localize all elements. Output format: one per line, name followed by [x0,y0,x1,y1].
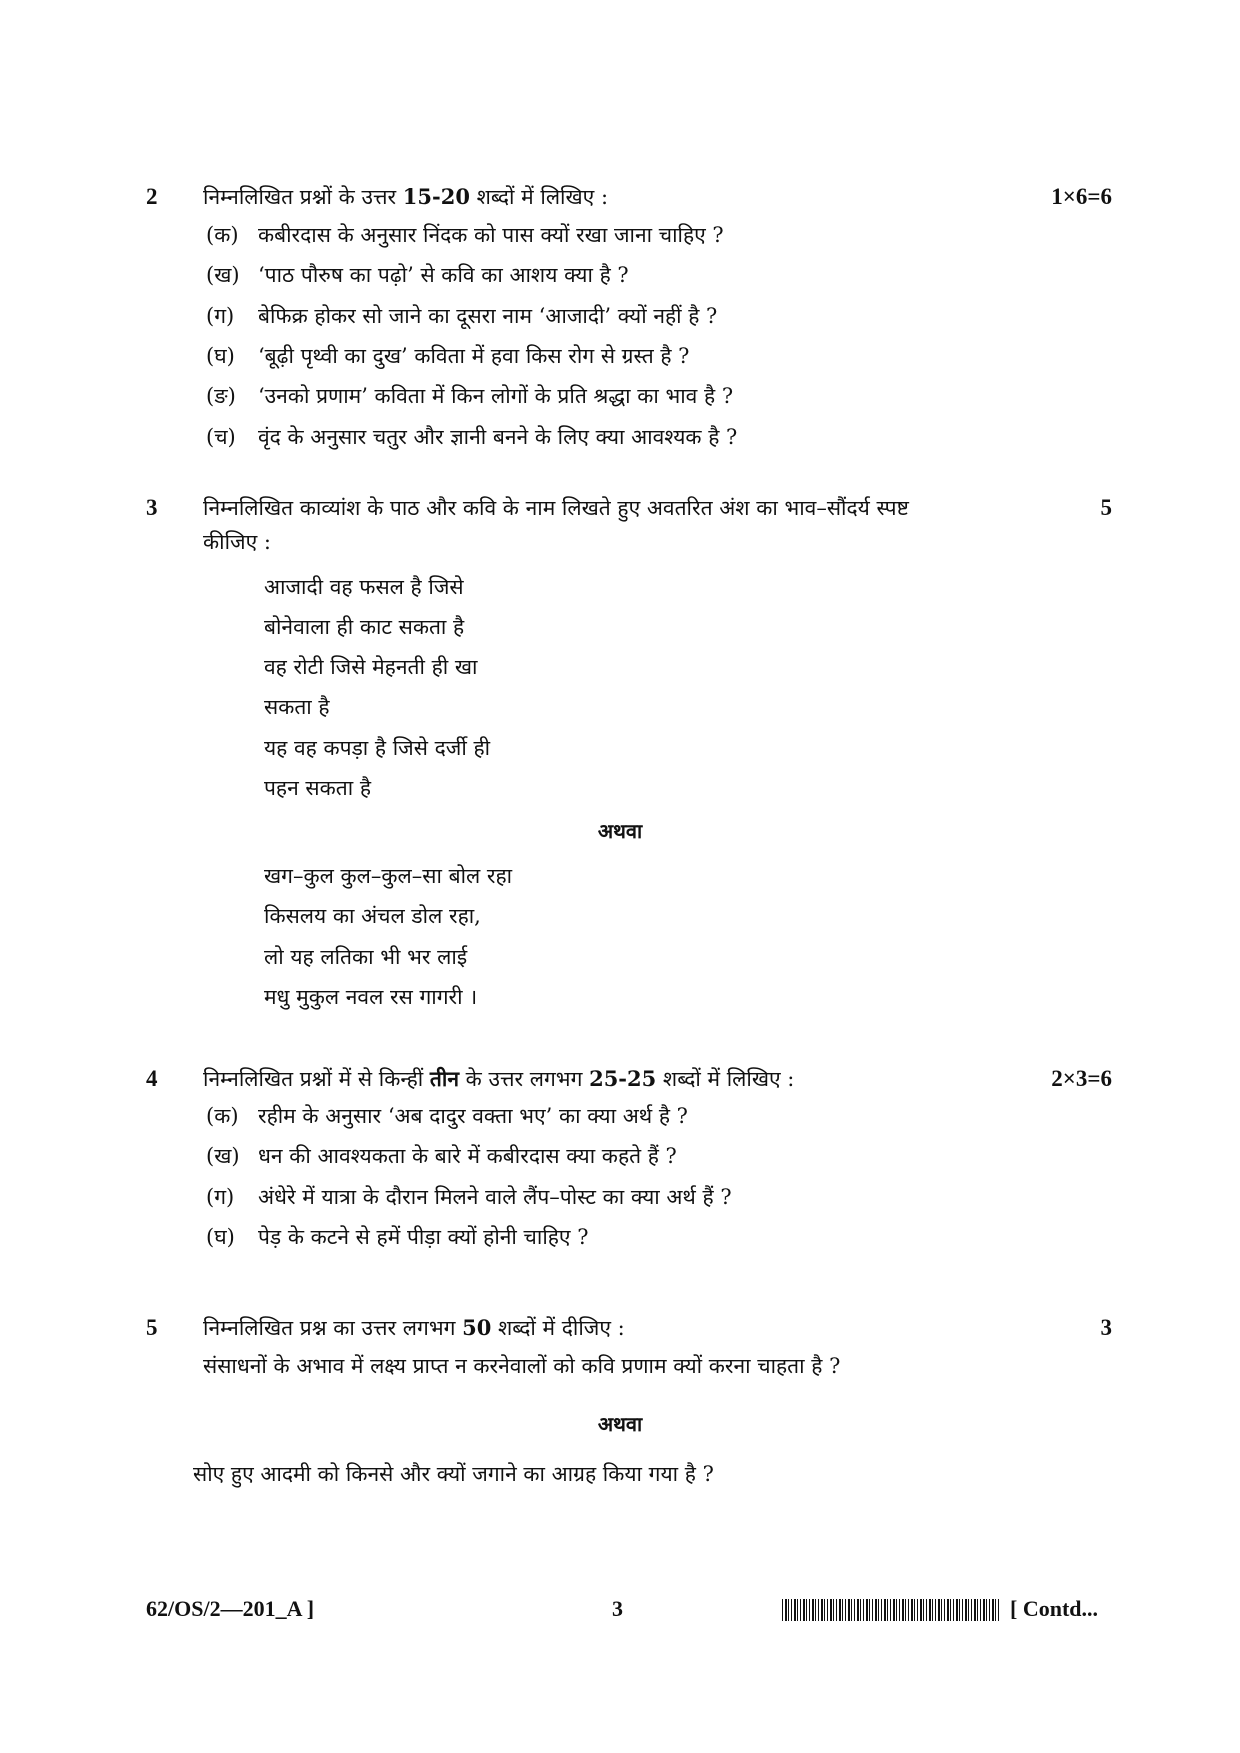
paper-code: 62/OS/2—201_A ] [146,1596,315,1621]
item-label: (घ) [206,344,235,368]
item-text: धन की आवश्यकता के बारे में कबीरदास क्या कहते हैं ? [258,1144,677,1168]
verse-line: वह रोटी जिसे मेहनती ही खा [264,655,478,679]
verse-line: लो यह लतिका भी भर लाई [264,945,468,969]
marks: 1×6=6 [1051,184,1112,209]
continued-label: [ Contd... [1010,1596,1099,1621]
marks: 5 [1100,495,1112,520]
instruction-text: के उत्तर लगभग [458,1067,590,1091]
question-number: 5 [146,1315,158,1340]
item-label: (च) [206,425,236,449]
item-text: वृंद के अनुसार चतुर और ज्ञानी बनने के लिए क्या आवश्यक है ? [258,425,738,449]
instruction-text: शब्दों में दीजिए : [491,1316,625,1340]
barcode-icon [782,1599,1000,1621]
item-text: बेफिक्र होकर सो जाने का दूसरा नाम ‘आजादी’ क्यों नहीं है ? [258,304,718,328]
item-text: ‘पाठ पौरुष का पढ़ो’ से कवि का आशय क्या है ? [258,263,629,287]
list-item [206,296,717,336]
verse-line: किसलय का अंचल डोल रहा, [264,904,481,928]
item-text: ‘बूढ़ी पृथ्वी का दुख’ कविता में हवा किस रोग से ग्रस्त है ? [258,344,690,368]
list-item [206,1217,588,1257]
choice-count: तीन [429,1066,459,1091]
or-divider: अथवा [597,1412,643,1436]
question-number: 4 [146,1066,158,1091]
word-count: 50 [462,1315,492,1340]
question-number: 2 [146,184,158,209]
item-label: (ङ) [206,384,236,408]
question-number: 3 [146,495,158,520]
word-count: 25-25 [589,1066,657,1091]
list-item [206,417,737,457]
instruction-text: शब्दों में लिखिए : [656,1067,795,1091]
list-item [206,215,724,255]
marks: 3 [1100,1315,1112,1340]
marks: 2×3=6 [1051,1066,1112,1091]
verse-line: पहन सकता है [264,776,371,800]
list-item [206,1177,732,1217]
item-label: (घ) [206,1225,235,1249]
page-number: 3 [612,1596,623,1621]
question-instruction-continued: कीजिए : [203,530,271,554]
item-label: (ग) [206,304,235,328]
item-text: अंधेरे में यात्रा के दौरान मिलने वाले लैंप–पोस्ट का क्या अर्थ हैं ? [258,1185,732,1209]
list-item [206,336,689,376]
list-item [206,255,629,295]
list-item [206,376,733,416]
verse-line: मधु मुकुल नवल रस गागरी । [264,985,478,1009]
instruction-text: निम्नलिखित प्रश्नों में से किन्हीं [203,1067,430,1091]
item-label: (क) [206,223,239,247]
list-item [206,1136,677,1176]
question-text: संसाधनों के अभाव में लक्ष्य प्राप्त न करनेवालों को कवि प्रणाम क्यों करना चाहता है ? [203,1354,841,1378]
question-instruction: निम्नलिखित काव्यांश के पाठ और कवि के नाम लिखते हुए अवतरित अंश का भाव–सौंदर्य स्पष्ट [203,496,909,520]
alternate-question-text: सोए हुए आदमी को किनसे और क्यों जगाने का आग्रह किया गया है ? [193,1462,714,1486]
verse-line: सकता है [264,695,330,719]
word-count: 15-20 [402,184,470,209]
item-label: (ग) [206,1185,235,1209]
item-label: (क) [206,1104,239,1128]
question-instruction [203,180,608,214]
item-text: ‘उनको प्रणाम’ कविता में किन लोगों के प्रति श्रद्धा का भाव है ? [258,384,734,408]
verse-line: बोनेवाला ही काट सकता है [264,615,465,639]
verse-line: यह वह कपड़ा है जिसे दर्जी ही [264,736,491,760]
question-instruction [203,1062,794,1096]
item-label: (ख) [206,263,240,287]
verse-line: आजादी वह फसल है जिसे [264,575,464,599]
instruction-text: निम्नलिखित प्रश्न का उत्तर लगभग [203,1316,463,1340]
question-instruction [203,1311,625,1345]
or-divider: अथवा [597,819,643,843]
item-label: (ख) [206,1144,240,1168]
item-text: रहीम के अनुसार ‘अब दादुर वक्ता भए’ का क्या अर्थ है ? [258,1104,688,1128]
page-footer [0,1596,1240,1632]
instruction-text: निम्नलिखित प्रश्नों के उत्तर [203,185,403,209]
verse-line: खग–कुल कुल–कुल–सा बोल रहा [264,864,513,888]
instruction-text: शब्दों में लिखिए : [469,185,609,209]
item-text: पेड़ के कटने से हमें पीड़ा क्यों होनी चाहिए ? [258,1225,589,1249]
list-item [206,1096,688,1136]
item-text: कबीरदास के अनुसार निंदक को पास क्यों रखा जाना चाहिए ? [258,223,724,247]
